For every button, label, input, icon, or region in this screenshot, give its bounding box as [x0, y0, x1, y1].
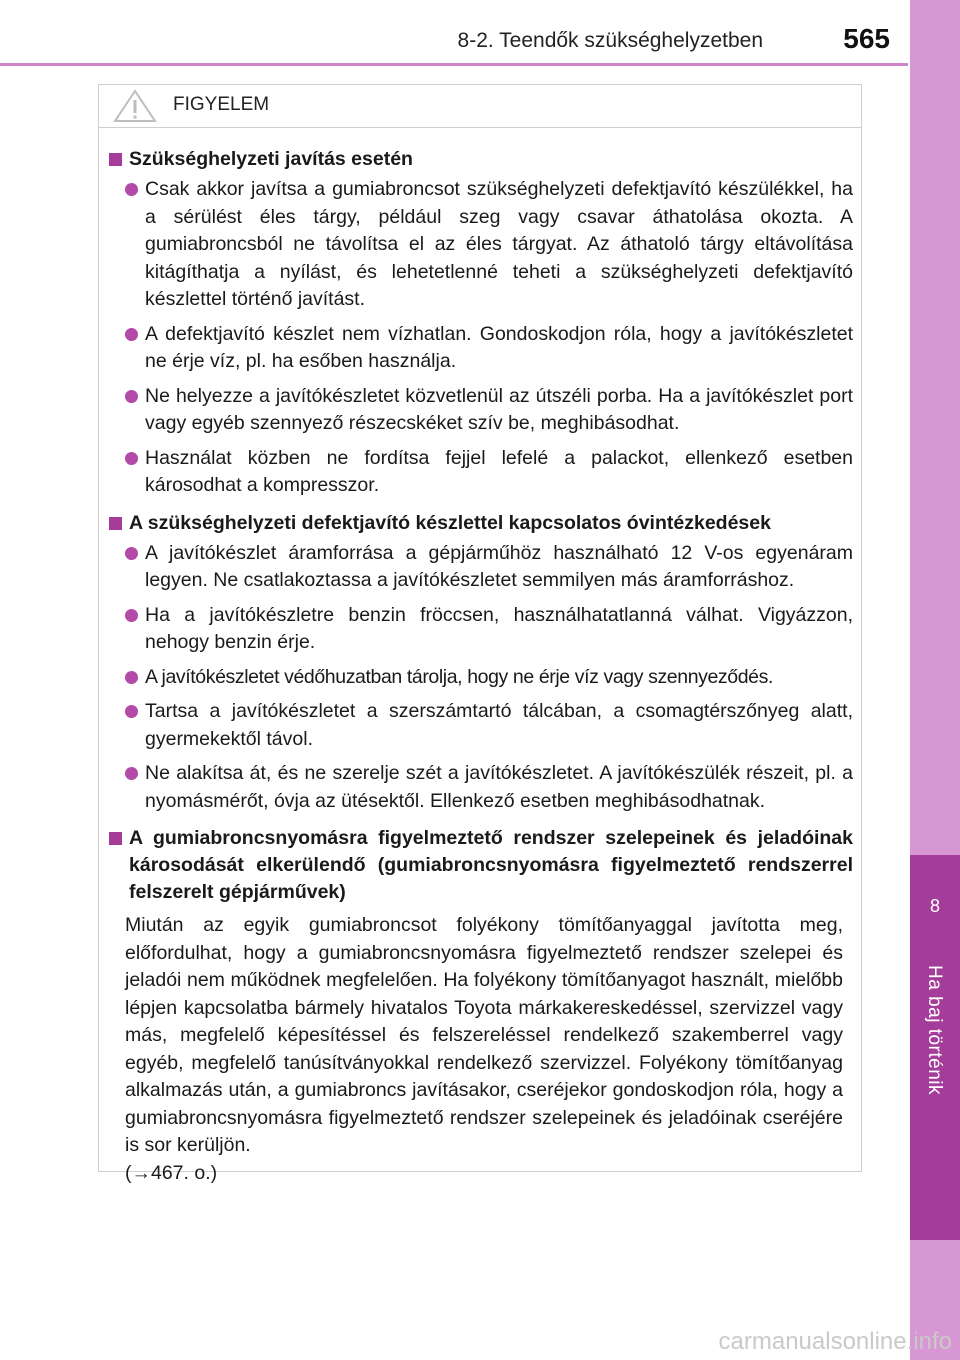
warning-triangle-icon — [113, 89, 157, 128]
section-paragraph: Miután az egyik gumiabroncsot folyékony tömítőanyaggal javította meg, előfordulhat, hogy a gumiabroncsnyomásra figyelmeztető rendszer szelepei és jeladói nem működnek megfelelően. Ha folyékony tömítőanyagot használt, mielőbb lépjen kapcsolatba bármely hivatalos Toyota márkakereskedéssel, szervizzel vagy más, megfelelő képesítéssel és felszereléssel rendelkező szakemberrel vagy egyéb, megfelelő tanúsítványokkal rendelkező szervizzel. Folyékony tömítőanyag alkalmazás után, a gumiabroncs javításakor, cseréjekor gondoskodjon róla, hogy a gumiabroncsnyomásra figyelmeztető rendszer szelepeinek és jeladóinak cseréjére is sor kerüljön. (→467. o.) — [125, 914, 843, 1184]
circle-bullet-icon — [125, 328, 138, 341]
square-bullet-icon — [109, 153, 122, 166]
circle-bullet-icon — [125, 547, 138, 560]
warning-box — [98, 84, 862, 1184]
header-rule — [0, 63, 908, 66]
bullet-item: Csak akkor javítsa a gumiabroncsot szükséghelyzeti defektjavító készülékkel, ha a sérülést éles tárgy, például szeg vagy csavar áthatolása okozta. A gumiabroncsból ne távolítsa el az éles tárgyat. Az áthatoló tárgy eltávolítása kitágíthatja a nyílást, és lehetetlenné teheti a szükséghelyzeti defektjavító készlettel történő javítást. — [107, 176, 853, 314]
section-heading: A szükséghelyzeti defektjavító készlettel kapcsolatos óvintézkedések — [107, 510, 853, 537]
bullet-item: Tartsa a javítókészletet a szerszámtartó tálcában, a csomagtérszőnyeg alatt, gyermekektől távol. — [107, 698, 853, 753]
circle-bullet-icon — [125, 609, 138, 622]
chapter-number: 8 — [929, 896, 940, 916]
bullet-item: A javítókészlet áramforrása a gépjárműhöz használható 12 V-os egyenáram legyen. Ne csatlakoztassa a javítókészletet semmilyen más áramforráshoz. — [107, 540, 853, 595]
page-reference: (→467. o.) — [125, 1161, 218, 1184]
bullet-item: A defektjavító készlet nem vízhatlan. Gondoskodjon róla, hogy a javítókészletet ne érje víz, pl. ha esőben használja. — [107, 321, 853, 376]
square-bullet-icon — [109, 832, 122, 845]
watermark: carmanualsonline.info — [718, 1328, 952, 1355]
section-heading: Szükséghelyzeti javítás esetén — [107, 146, 853, 173]
bullet-item: Ne helyezze a javítókészletet közvetlenül az útszéli porba. Ha a javítókészlet port vagy egyéb szennyező részecskéket szív be, meghibásodhat. — [107, 383, 853, 438]
page-number: 565 — [843, 23, 890, 54]
bullet-item: Ha a javítókészletre benzin fröccsen, használhatatlanná válhat. Vigyázzon, nehogy benzin érje. — [107, 602, 853, 657]
bullet-item: Használat közben ne fordítsa fejjel lefelé a palackot, ellenkező esetben károsodhat a kompresszor. — [107, 445, 853, 500]
warning-title: FIGYELEM — [173, 94, 270, 115]
section-heading: A gumiabroncsnyomásra figyelmeztető rendszer szelepeinek és jeladóinak károsodását elkerülendő (gumiabroncsnyomásra figyelmeztető rendszerrel felszerelt gépjárművek) — [107, 825, 853, 906]
square-bullet-icon — [109, 517, 122, 530]
circle-bullet-icon — [125, 390, 138, 403]
circle-bullet-icon — [125, 767, 138, 780]
circle-bullet-icon — [125, 705, 138, 718]
circle-bullet-icon — [125, 452, 138, 465]
bullet-item: Ne alakítsa át, és ne szerelje szét a javítókészletet. A javítókészülék részeit, pl. a nyomásmérőt, óvja az ütésektől. Ellenkező esetben meghibásodhatnak. — [107, 760, 853, 815]
chapter-label: Ha baj történik — [924, 965, 945, 1096]
section-title: 8-2. Teendők szükséghelyzetben — [457, 29, 763, 52]
warning-content — [99, 128, 861, 1187]
circle-bullet-icon — [125, 183, 138, 196]
circle-bullet-icon — [125, 671, 138, 684]
bullet-item: A javítókészletet védőhuzatban tárolja, hogy ne érje víz vagy szennyeződés. — [107, 664, 853, 692]
warning-header — [99, 85, 861, 128]
chapter-side-tab — [910, 0, 960, 1360]
page-header — [0, 0, 908, 64]
